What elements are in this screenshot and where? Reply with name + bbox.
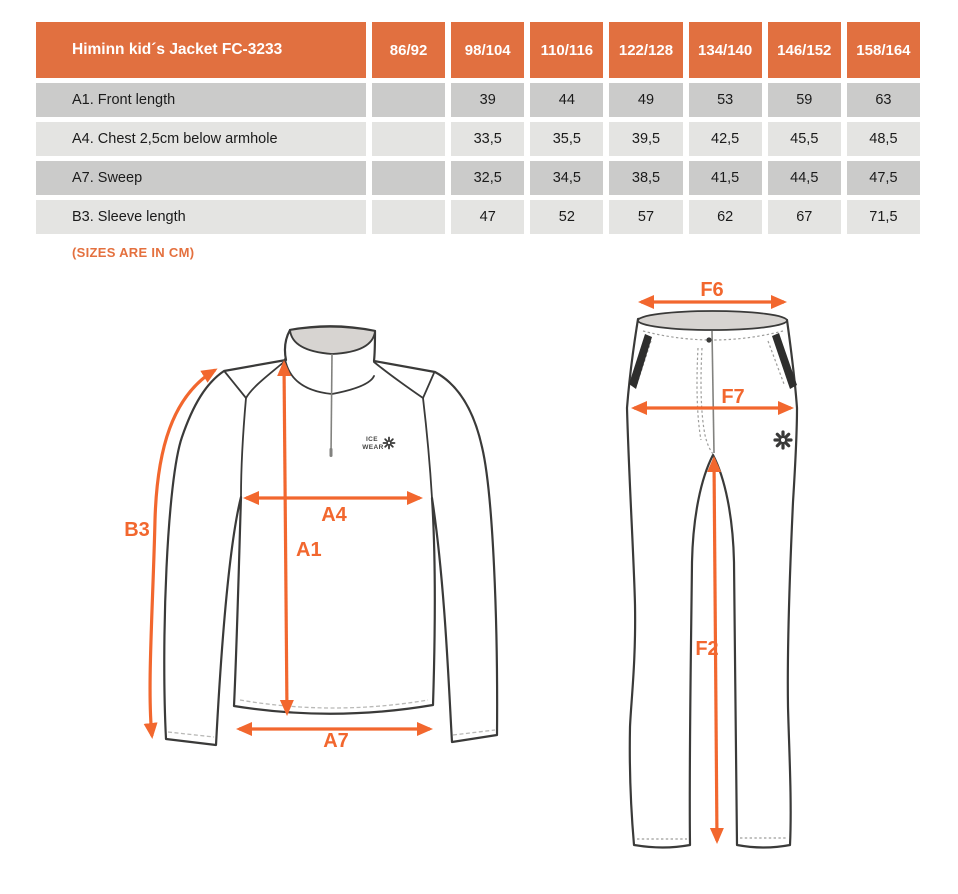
cell: 71,5 [847,200,920,234]
table-row [36,122,920,156]
cell: 32,5 [451,161,524,195]
pants-outline [627,314,797,847]
cell: 67 [768,200,841,234]
icewear-logo-line2: WEAR [362,444,384,451]
snowflake-icon [775,432,791,448]
size-column-header: 134/140 [689,22,762,78]
a4-label: A4 [321,504,347,526]
cell [372,161,445,195]
f6-label: F6 [700,279,724,301]
b3-label: B3 [124,519,150,541]
waist-button [706,337,711,342]
pants-drawing [627,279,797,848]
size-column-header: 86/92 [372,22,445,78]
cell: 45,5 [768,122,841,156]
sizes-in-cm-note: (SIZES ARE IN CM) [72,245,195,260]
cell: 44 [530,83,603,117]
cell: 42,5 [689,122,762,156]
size-column-header: 122/128 [609,22,682,78]
cell: 33,5 [451,122,524,156]
cell: 47,5 [847,161,920,195]
zipper-pull [330,448,333,457]
cell [372,83,445,117]
table-row [36,83,920,117]
cell: 49 [609,83,682,117]
row-label: A4. Chest 2,5cm below armhole [36,122,366,156]
f7-label: F7 [721,386,745,408]
measurement-diagram [0,270,958,894]
snowflake-icon [384,438,395,449]
cell: 39 [451,83,524,117]
cell [372,122,445,156]
f2-label: F2 [695,638,719,660]
a1-label: A1 [296,539,322,561]
cell [372,200,445,234]
cell: 52 [530,200,603,234]
jacket-drawing [124,326,497,752]
cell: 35,5 [530,122,603,156]
cell: 63 [847,83,920,117]
cell: 57 [609,200,682,234]
cell: 59 [768,83,841,117]
cell: 34,5 [530,161,603,195]
size-column-header: 110/116 [530,22,603,78]
jacket-outline [164,326,497,745]
pants-waist-opening [638,311,787,330]
row-label: B3. Sleeve length [36,200,366,234]
row-label: A7. Sweep [36,161,366,195]
cell: 47 [451,200,524,234]
size-column-header: 146/152 [768,22,841,78]
size-table [30,17,926,239]
cell: 41,5 [689,161,762,195]
cell: 44,5 [768,161,841,195]
cell: 62 [689,200,762,234]
size-column-header: 158/164 [847,22,920,78]
table-row [36,161,920,195]
cell: 48,5 [847,122,920,156]
a7-label: A7 [323,730,349,752]
icewear-logo-line1: ICE [365,436,379,443]
cell: 39,5 [609,122,682,156]
table-row [36,200,920,234]
zipper-line [331,354,332,456]
cell: 53 [689,83,762,117]
table-title: Himinn kid´s Jacket FC-3233 [36,22,366,78]
cell: 38,5 [609,161,682,195]
row-label: A1. Front length [36,83,366,117]
size-column-header: 98/104 [451,22,524,78]
table-header-row [36,22,920,78]
